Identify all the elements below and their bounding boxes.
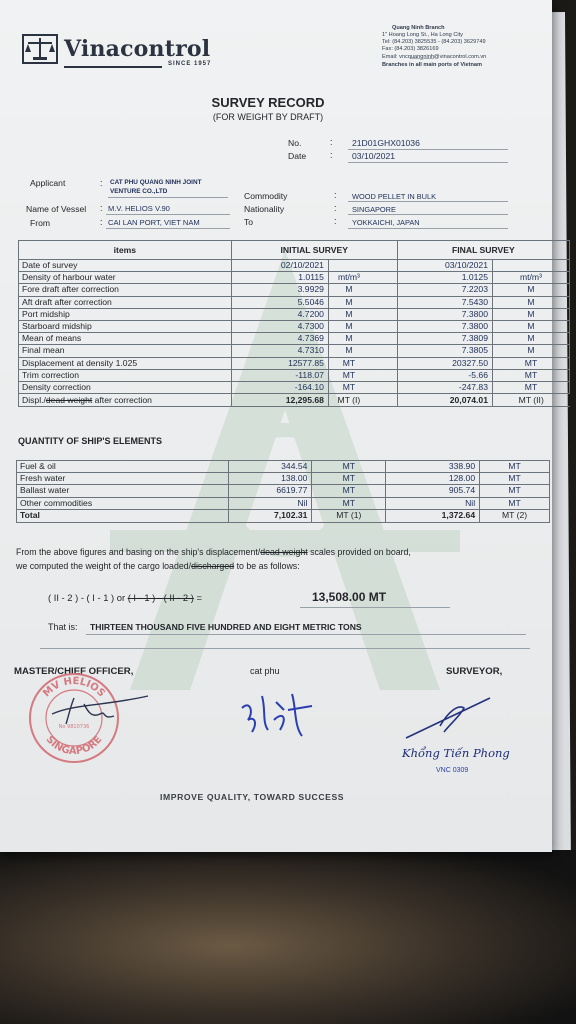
table-cell-item: Mean of means — [19, 333, 232, 345]
table-cell-item: Fresh water — [17, 473, 229, 485]
table-cell-item: Density of harbour water — [19, 272, 232, 284]
commodity-label: Commodity — [244, 191, 288, 201]
total-final-value: 1,372.64 — [386, 509, 480, 522]
cargo-weight-result: 13,508.00 MT — [312, 590, 387, 604]
from-label: From — [30, 218, 51, 228]
table-row — [17, 485, 550, 497]
table-cell-initial-unit: M — [328, 308, 369, 320]
table-cell-initial-unit: M — [328, 333, 369, 345]
table-row — [19, 308, 570, 320]
total-initial-value: 7,102.31 — [228, 509, 312, 522]
elements-table — [16, 460, 550, 523]
formula-equals: = — [193, 592, 202, 603]
table-cell-initial-value: 138.00 — [228, 473, 312, 485]
table-cell-initial-value: 1.0115 — [231, 272, 328, 284]
table-cell-final-value: 7.3805 — [397, 345, 492, 357]
stamp-number: No 9810736 — [58, 724, 90, 730]
underline — [348, 214, 508, 215]
survey-table — [18, 240, 570, 407]
underline — [348, 201, 508, 202]
last-row-item-b: dead weight — [45, 394, 93, 405]
total-final-unit: MT (2) — [480, 509, 550, 522]
logo-since: SINCE 1957 — [168, 61, 212, 67]
colon: : — [100, 178, 103, 188]
last-row-item-c: after correction — [92, 394, 152, 405]
table-row — [19, 284, 570, 296]
table-cell-initial-value: 12577.85 — [231, 357, 328, 369]
displacement-initial-unit: MT (I) — [328, 394, 369, 407]
table-cell-item: Port midship — [19, 308, 232, 320]
vessel-value: M.V. HELIOS V.90 — [108, 204, 170, 213]
colon: : — [100, 217, 103, 227]
table-cell-initial-unit: MT — [312, 485, 386, 497]
table-cell — [369, 333, 397, 345]
vessel-label: Name of Vessel — [26, 204, 87, 214]
table-row — [19, 357, 570, 369]
table-cell-final-value: 7.5430 — [397, 296, 492, 308]
commodity-value: WOOD PELLET IN BULK — [352, 192, 437, 201]
table-row — [17, 509, 550, 522]
table-cell-initial-value: 3.9929 — [231, 284, 328, 296]
master-signature-icon — [44, 690, 154, 730]
table-cell-initial-value: 344.54 — [228, 461, 312, 473]
table-cell-item: Trim correction — [19, 369, 232, 381]
table-cell-final-unit: M — [492, 320, 569, 332]
conclusion-text: we computed the weight of the cargo loaded/ — [16, 561, 192, 571]
underline — [86, 634, 526, 635]
last-row-item-a: Displ./ — [22, 394, 46, 405]
table-cell-final-value: Nil — [386, 497, 480, 509]
table-cell-initial-unit: MT — [312, 497, 386, 509]
underline — [348, 149, 508, 150]
table-cell — [369, 284, 397, 296]
nationality-value: SINGAPORE — [352, 205, 396, 214]
branch-tel: Tel: (84.203) 3825535 - (84.203) 3629749 — [382, 39, 486, 45]
table-cell-initial-unit — [328, 260, 369, 272]
table-cell — [369, 394, 397, 407]
table-cell-item: Final mean — [19, 345, 232, 357]
scales-logo-icon — [22, 34, 58, 64]
table-cell-final-unit: M — [492, 308, 569, 320]
survey-table-header — [19, 241, 570, 260]
struck-text: discharged — [191, 561, 235, 571]
table-cell-initial-value: 4.7310 — [231, 345, 328, 357]
table-cell-item: Displacement at density 1.025 — [19, 357, 232, 369]
colon: : — [330, 137, 333, 147]
underline — [40, 648, 530, 649]
table-cell-initial-unit: M — [328, 284, 369, 296]
underline — [348, 228, 508, 229]
header-items: items — [19, 241, 232, 260]
branch-name: Quang Ninh Branch — [392, 25, 445, 31]
table-row — [19, 296, 570, 308]
colon: : — [330, 150, 333, 160]
table-cell-final-value: 7.2203 — [397, 284, 492, 296]
surveyor-signature-icon — [400, 690, 496, 744]
table-cell-initial-unit: MT — [328, 381, 369, 393]
table-cell-initial-unit: MT — [328, 369, 369, 381]
conclusion-line-2 — [16, 561, 300, 571]
stamp-bottom-text: SINGAPORE — [43, 734, 105, 758]
table-cell-item: Fuel & oil — [17, 461, 229, 473]
table-cell-final-unit: MT — [480, 473, 550, 485]
table-row — [19, 381, 570, 393]
formula — [48, 592, 202, 603]
table-cell-initial-unit: M — [328, 296, 369, 308]
table-cell-initial-value: 4.7369 — [231, 333, 328, 345]
table-cell — [369, 260, 397, 272]
table-cell-initial-unit: MT — [328, 357, 369, 369]
middle-signature-icon — [232, 686, 322, 742]
document-title: SURVEY RECORD — [211, 95, 325, 110]
table-cell-initial-value: -164.10 — [231, 381, 328, 393]
table-cell-item: Starboard midship — [19, 320, 232, 332]
table-cell-final-unit: M — [492, 296, 569, 308]
conclusion-text: scales provided on board, — [307, 547, 411, 557]
struck-text: dead weight — [260, 547, 308, 557]
struck-formula: ( I - 1 ) - ( II - 2 ) — [127, 592, 194, 603]
surveyor-name: Khổng Tiến Phong — [402, 746, 510, 760]
table-cell-final-value: 128.00 — [386, 473, 480, 485]
from-value: CAI LAN PORT, VIET NAM — [108, 218, 200, 227]
applicant-value-1: CAT PHU QUANG NINH JOINT — [110, 179, 202, 186]
nationality-label: Nationality — [244, 204, 285, 214]
conclusion-line-1 — [16, 547, 411, 557]
table-cell-item: Date of survey — [19, 260, 232, 272]
colon: : — [100, 203, 103, 213]
table-cell-item: Aft draft after correction — [19, 296, 232, 308]
table-cell-final-value: 338.90 — [386, 461, 480, 473]
table-row — [19, 369, 570, 381]
table-cell — [369, 296, 397, 308]
table-cell-final-value: 20327.50 — [397, 357, 492, 369]
conclusion-text: to be as follows: — [234, 561, 300, 571]
record-date: 03/10/2021 — [352, 151, 396, 161]
logo-underline — [64, 66, 162, 68]
table-row — [17, 461, 550, 473]
table-cell-final-unit — [492, 260, 569, 272]
desk-background — [0, 850, 576, 1024]
table-cell-final-unit: M — [492, 345, 569, 357]
branch-email: Email: vncqu̲a̲n̲g̲n̲i̲n̲h̲@vinacontrol.com.vn — [382, 54, 487, 60]
formula-text: ( II - 2 ) - ( I - 1 ) or — [48, 592, 128, 603]
table-cell-final-unit: M — [492, 284, 569, 296]
underline — [106, 228, 230, 229]
table-cell — [369, 381, 397, 393]
colon: : — [334, 216, 337, 226]
table-cell-initial-value: 02/10/2021 — [231, 260, 328, 272]
words-label: That is: — [48, 622, 78, 632]
table-cell-item: Ballast water — [17, 485, 229, 497]
no-label: No. — [288, 138, 302, 148]
table-row — [19, 394, 570, 407]
table-cell-initial-value: 5.5046 — [231, 296, 328, 308]
underline — [108, 197, 228, 198]
underline — [300, 607, 450, 608]
table-row — [17, 473, 550, 485]
table-cell-final-unit: MT — [492, 357, 569, 369]
table-cell-initial-value: 4.7200 — [231, 308, 328, 320]
date-label: Date — [288, 151, 307, 161]
record-number: 21D01GHX01036 — [352, 138, 420, 148]
middle-signatory-label: cat phu — [250, 666, 280, 676]
table-cell — [369, 369, 397, 381]
total-label: Total — [17, 509, 229, 522]
table-cell-initial-value: -118.07 — [231, 369, 328, 381]
underline — [106, 214, 230, 215]
table-cell — [369, 357, 397, 369]
table-cell-initial-value: Nil — [228, 497, 312, 509]
conclusion-text: From the above figures and basing on the ship's displacement/ — [16, 547, 261, 557]
underline — [348, 162, 508, 163]
table-cell-initial-unit: mt/m³ — [328, 272, 369, 284]
table-cell-initial-unit: M — [328, 345, 369, 357]
displacement-initial-value: 12,295.68 — [231, 394, 328, 407]
elements-heading: QUANTITY OF SHIP'S ELEMENTS — [18, 436, 162, 446]
table-cell — [369, 320, 397, 332]
displacement-final-unit: MT (II) — [492, 394, 569, 407]
table-cell-final-value: 7.3809 — [397, 333, 492, 345]
applicant-value-2: VENTURE CO.,LTD — [110, 188, 168, 195]
branch-ports: Branches in all main ports of Vietnam — [382, 62, 482, 68]
displacement-final-value: 20,074.01 — [397, 394, 492, 407]
table-cell-final-unit: M — [492, 333, 569, 345]
table-cell — [369, 345, 397, 357]
table-cell-final-value: -247.83 — [397, 381, 492, 393]
table-cell-final-value: -5.66 — [397, 369, 492, 381]
table-cell-final-value: 1.0125 — [397, 272, 492, 284]
table-cell-final-unit: MT — [480, 485, 550, 497]
words-value: THIRTEEN THOUSAND FIVE HUNDRED AND EIGHT METRIC TONS — [90, 622, 362, 632]
footer-slogan: IMPROVE QUALITY, TOWARD SUCCESS — [160, 792, 345, 802]
header-final-survey: FINAL SURVEY — [397, 241, 569, 260]
surveyor-label: SURVEYOR, — [446, 666, 503, 677]
header-initial-survey: INITIAL SURVEY — [231, 241, 397, 260]
table-row — [17, 497, 550, 509]
to-value: YOKKAICHI, JAPAN — [352, 218, 420, 227]
colon: : — [334, 190, 337, 200]
table-cell-initial-unit: MT — [312, 473, 386, 485]
table-cell-initial-unit: MT — [312, 461, 386, 473]
table-cell-final-unit: MT — [480, 497, 550, 509]
table-cell-item: Density correction — [19, 381, 232, 393]
table-cell-final-value: 7.3800 — [397, 308, 492, 320]
table-cell-final-value: 7.3800 — [397, 320, 492, 332]
table-cell-final-value: 905.74 — [386, 485, 480, 497]
table-row — [19, 272, 570, 284]
table-cell-final-unit: MT — [492, 369, 569, 381]
to-label: To — [244, 217, 254, 227]
table-cell-initial-value: 4.7300 — [231, 320, 328, 332]
table-row — [19, 345, 570, 357]
table-cell-final-unit: MT — [480, 461, 550, 473]
branch-address: 1" Hoang Long St., Ha Long City — [382, 32, 463, 38]
table-cell — [369, 308, 397, 320]
surveyor-code: VNC 0309 — [436, 767, 469, 774]
table-cell-item: Fore draft after correction — [19, 284, 232, 296]
table-cell-initial-value: 6619.77 — [228, 485, 312, 497]
table-cell-final-unit: MT — [492, 381, 569, 393]
table-row — [19, 333, 570, 345]
applicant-label: Applicant — [30, 178, 66, 188]
total-initial-unit: MT (1) — [312, 509, 386, 522]
table-cell-item — [19, 394, 232, 407]
table-cell-item: Other commodities — [17, 497, 229, 509]
table-cell — [369, 272, 397, 284]
colon: : — [334, 203, 337, 213]
branch-fax: Fax: (84.203) 3826169 — [382, 46, 439, 52]
table-cell-final-unit: mt/m³ — [492, 272, 569, 284]
company-logo-text: Vinacontrol — [64, 36, 211, 62]
table-row — [19, 260, 570, 272]
master-label: MASTER/CHIEF OFFICER, — [14, 666, 134, 677]
table-row — [19, 320, 570, 332]
stamp-top-text: MV HELIOS — [41, 675, 107, 700]
table-cell-final-value: 03/10/2021 — [397, 260, 492, 272]
document-subtitle: (FOR WEIGHT BY DRAFT) — [212, 112, 324, 122]
table-cell-initial-unit: M — [328, 320, 369, 332]
